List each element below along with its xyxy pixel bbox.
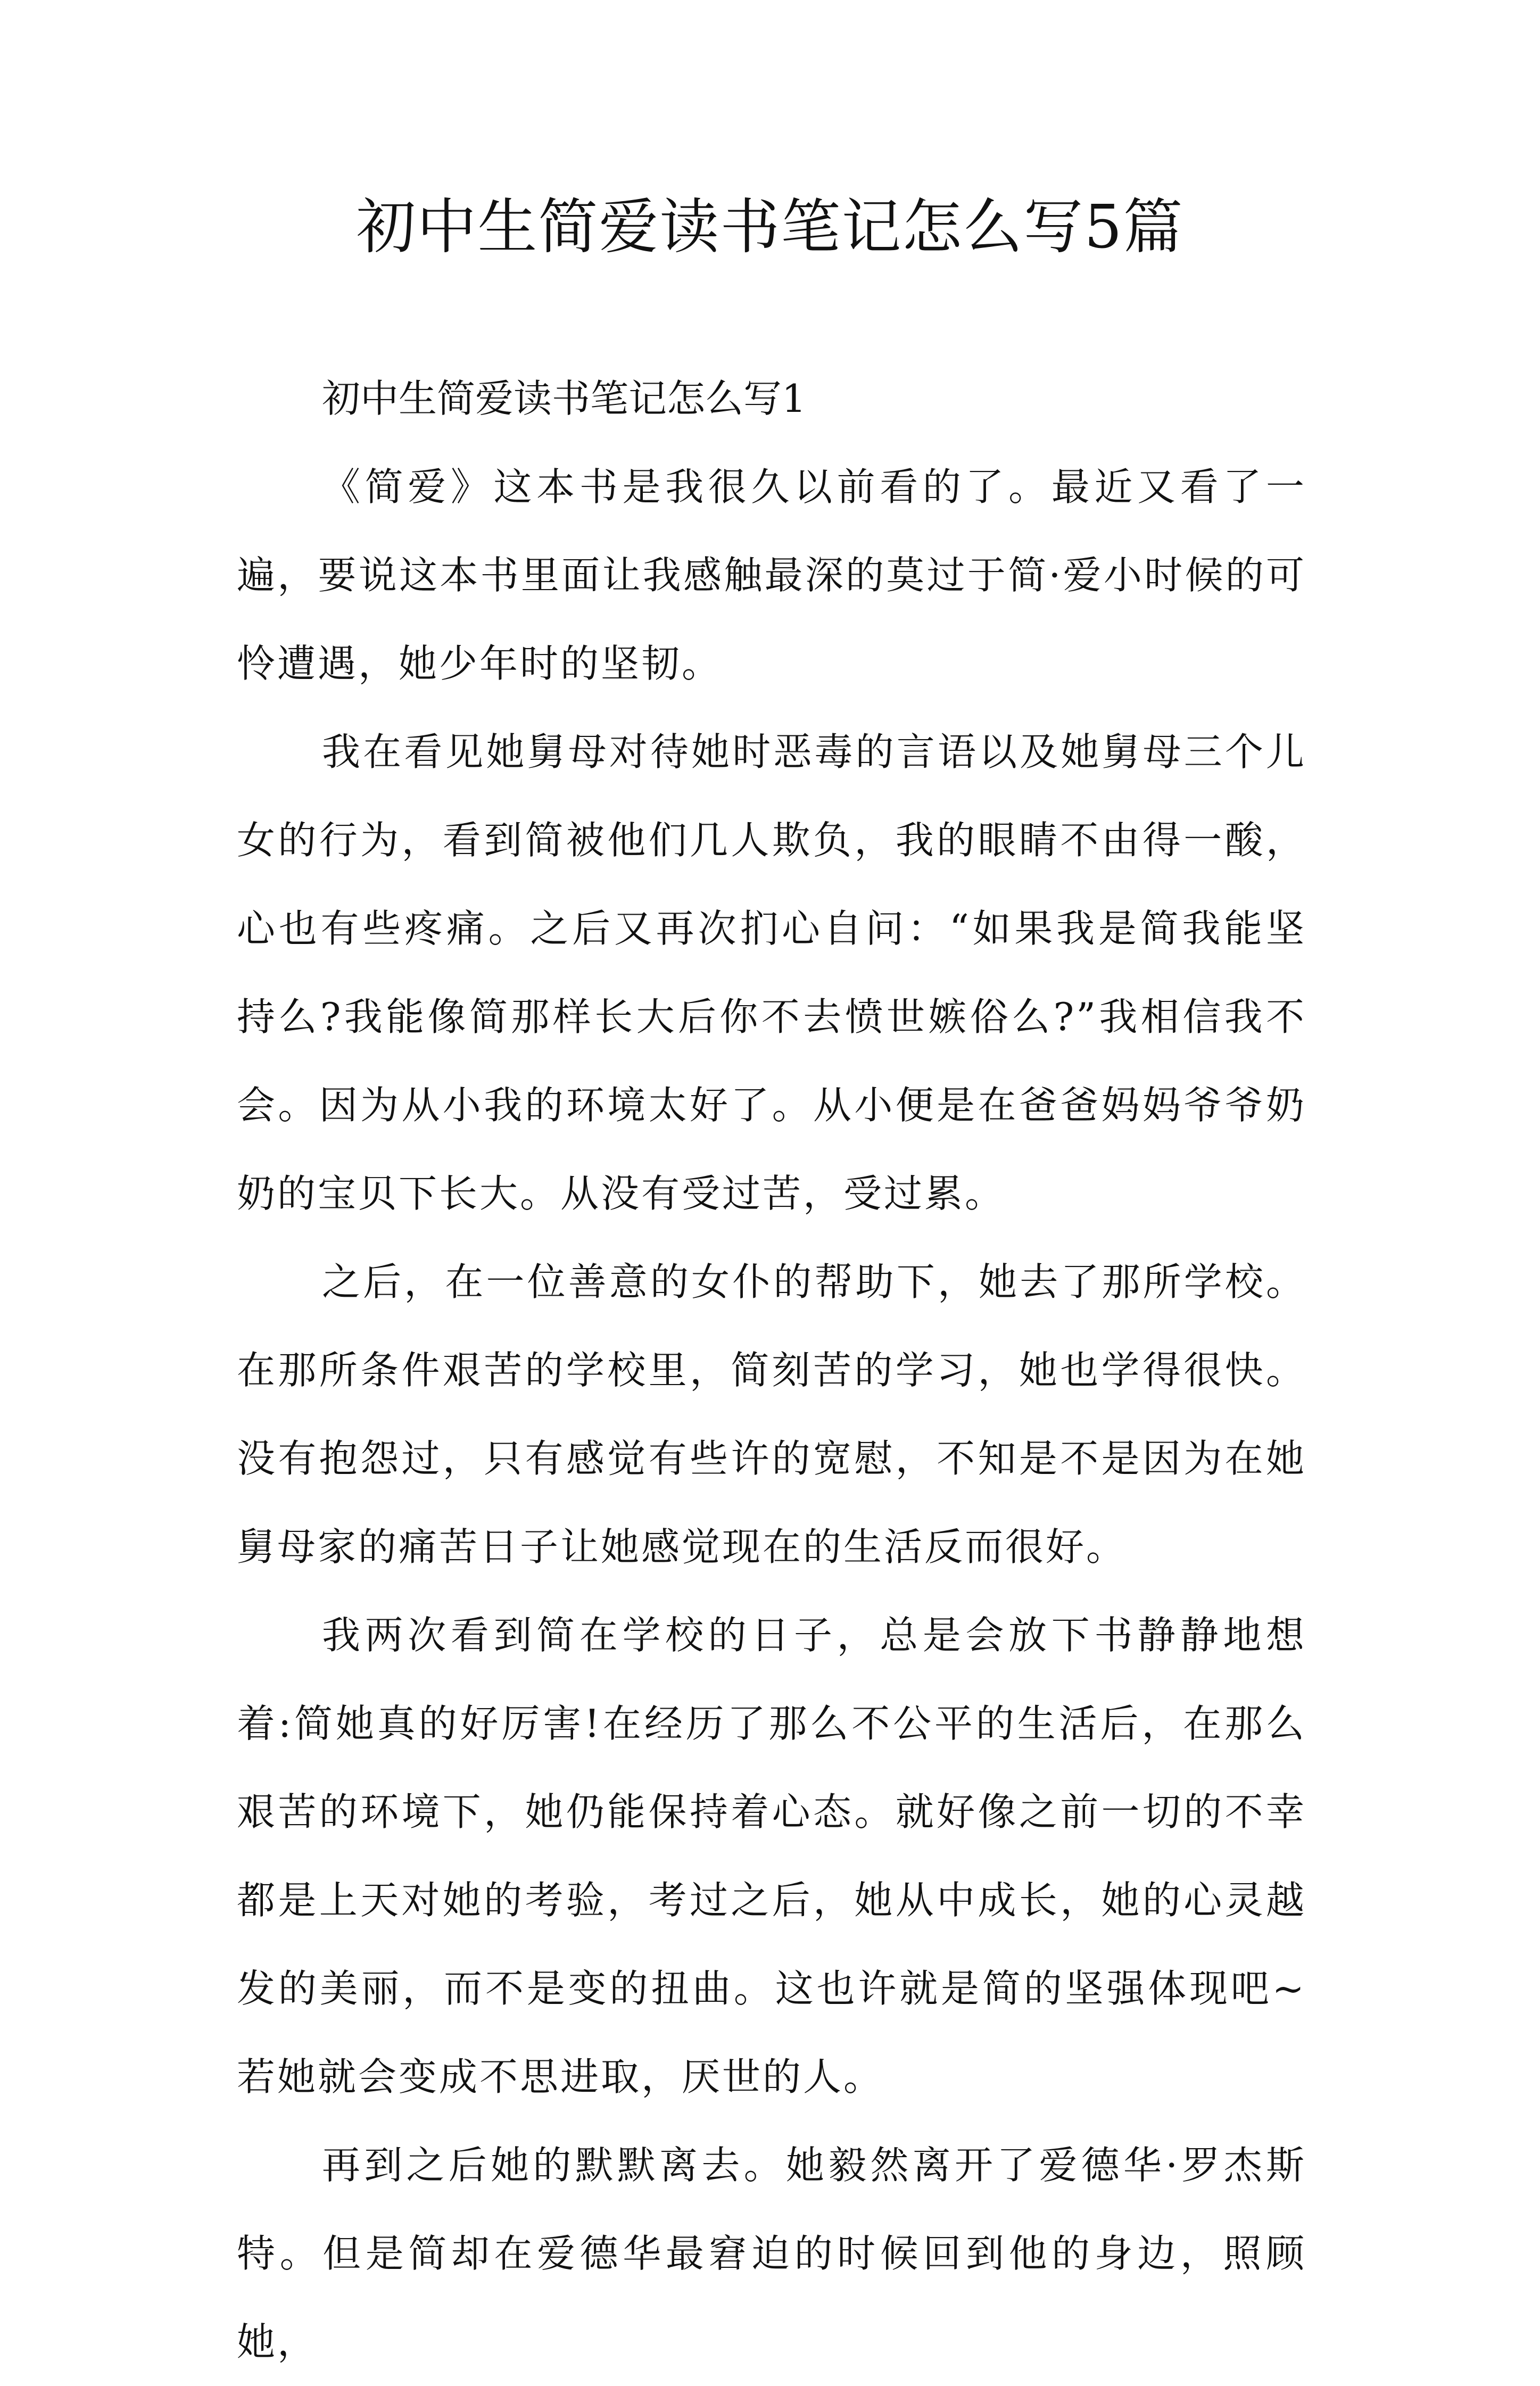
paragraph: 我两次看到简在学校的日子，总是会放下书静静地想着:简她真的好厉害!在经历了那么不公平的生活后，在那么艰苦的环境下，她仍能保持着心态。就好像之前一切的不幸都是上天对她的考验，考过之后，她从中成长，她的心灵越发的美丽，而不是变的扭曲。这也许就是简的坚强体现吧~若她就会变成不思进取，厌世的人。 xyxy=(237,1613,1306,2099)
paragraph: 之后，在一位善意的女仆的帮助下，她去了那所学校。在那所条件艰苦的学校里，简刻苦的学习，她也学得很快。没有抱怨过，只有感觉有些许的宽慰，不知是不是因为在她舅母家的痛苦日子让她感觉现在的生活反而很好。 xyxy=(237,1260,1306,1569)
paragraph: 再到之后她的默默离去。她毅然离开了爱德华·罗杰斯特。但是简却在爱德华最窘迫的时候回到他的身边，照顾她， xyxy=(237,2143,1306,2364)
section-heading: 初中生简爱读书笔记怎么写1 xyxy=(322,376,806,421)
document-body xyxy=(237,354,1306,2386)
paragraph: 《简爱》这本书是我很久以前看的了。最近又看了一遍，要说这本书里面让我感触最深的莫过于简·爱小时候的可怜遭遇，她少年时的坚韧。 xyxy=(237,465,1306,686)
document-title: 初中生简爱读书笔记怎么写5篇 xyxy=(356,193,1184,262)
paragraph: 我在看见她舅母对待她时恶毒的言语以及她舅母三个儿女的行为，看到简被他们几人欺负，我的眼睛不由得一酸，心也有些疼痛。之后又再次扪心自问：“如果我是简我能坚持么?我能像简那样长大后你不去愤世嫉俗么?”我相信我不会。因为从小我的环境太好了。从小便是在爸爸妈妈爷爷奶奶的宝贝下长大。从没有受过苦，受过累。 xyxy=(237,730,1306,1216)
